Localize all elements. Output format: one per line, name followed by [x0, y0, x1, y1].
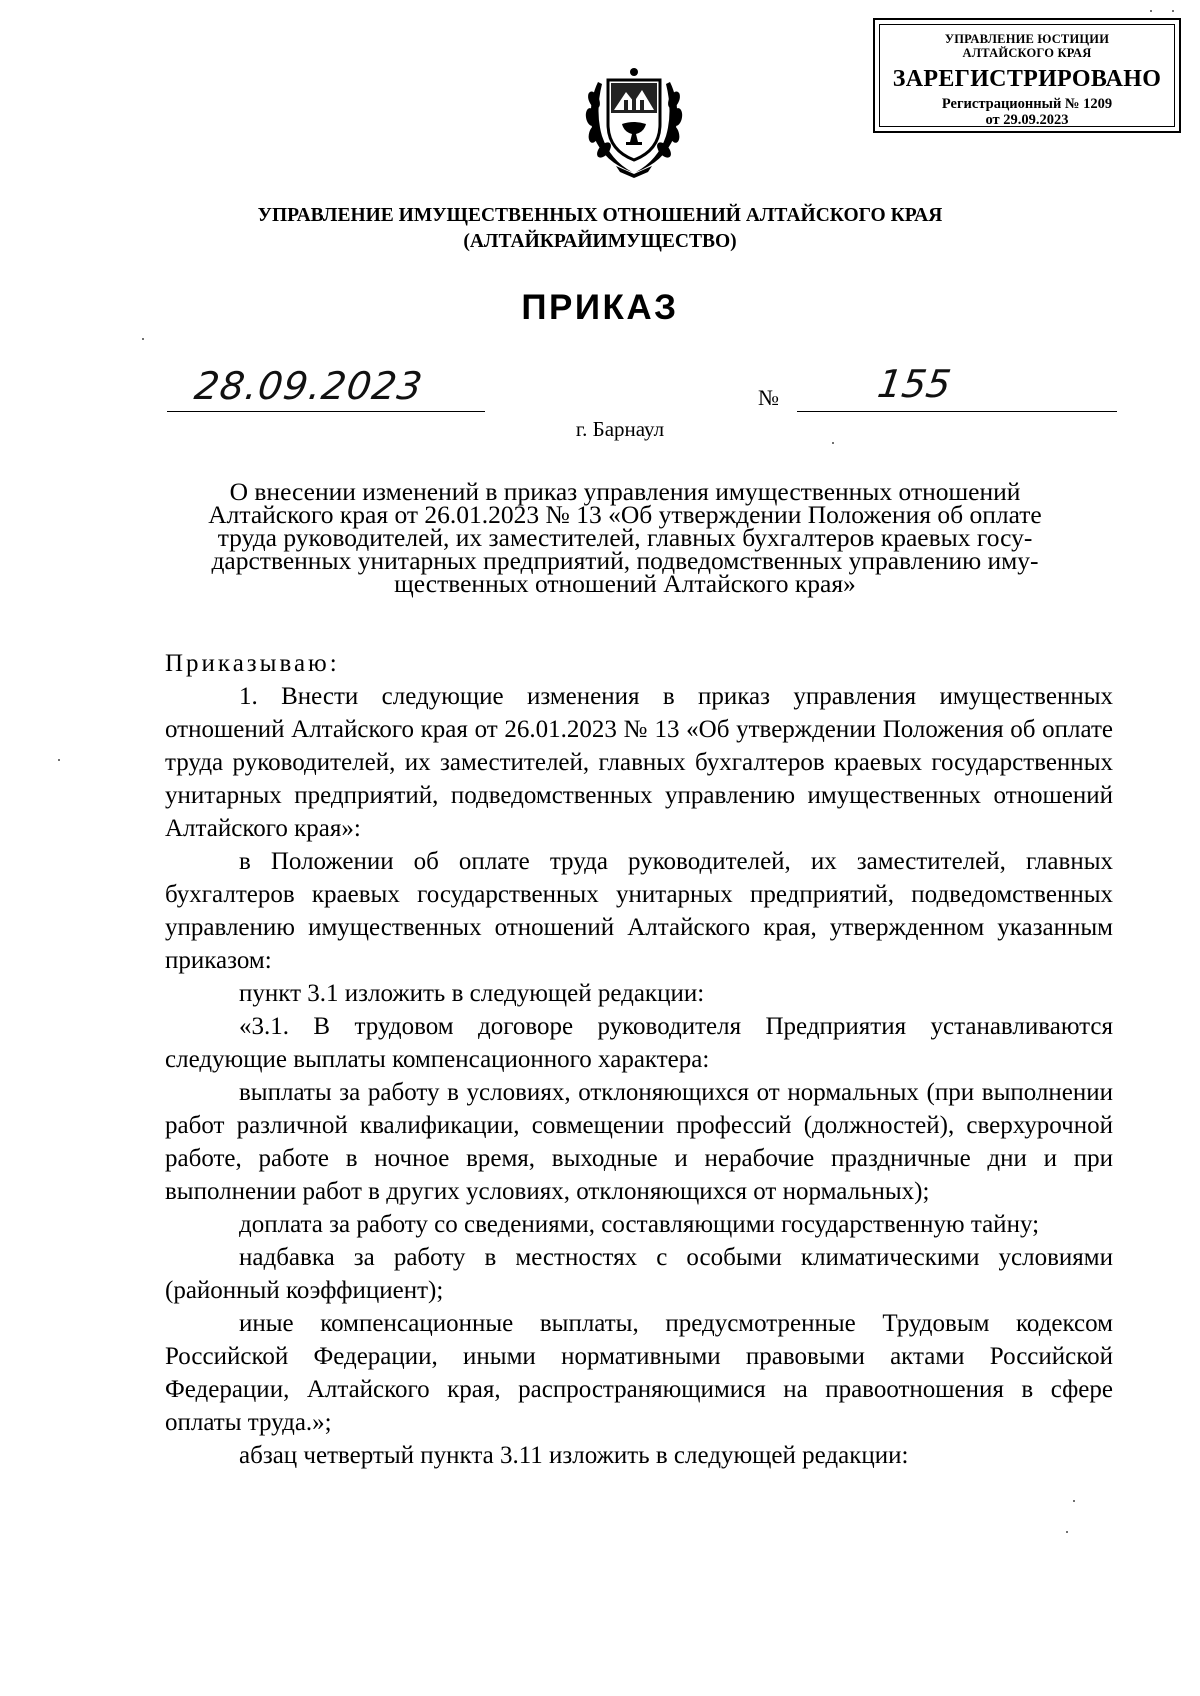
handwritten-date: 28.09.2023: [191, 364, 426, 408]
paragraph: 1. Внести следующие изменения в приказ управления имущественных отношений Алтайского края от 26.01.2023 № 13 «Об утверждении Положения об оплате труда руководителей, их заместителей, главных бухгалтеров краевых государственных унитарных предприятий, подведомственных управлению имущественных отношений Алтайского края»:: [165, 683, 1113, 842]
stamp-org-line2: АЛТАЙСКОГО КРАЯ: [962, 46, 1092, 60]
paragraph: абзац четвертый пункта 3.11 изложить в следующей редакции:: [239, 1442, 909, 1469]
registration-stamp: [873, 18, 1181, 133]
stamp-title: ЗАРЕГИСТРИРОВАНО: [892, 66, 1162, 92]
subject-line: щественных отношений Алтайского края»: [394, 569, 856, 598]
stamp-reg-date: от 29.09.2023: [985, 112, 1069, 128]
paragraph: выплаты за работу в условиях, отклоняющихся от нормальных (при выполнении работ различной квалификации, совмещении профессий (должностей), сверхурочной работе, работе в ночное время, выходные и нерабочие праздничные дни и при выполнении работ в других условиях, отклоняющихся от нормальных);: [165, 1079, 1113, 1205]
subject-line: труда руководителей, их заместителей, главных бухгалтеров краевых госу-: [217, 523, 1033, 552]
paragraph: пункт 3.1 изложить в следующей редакции:: [239, 980, 705, 1007]
stamp-inner-frame: [879, 24, 1175, 127]
order-subject: [160, 477, 1090, 598]
scan-speck: [58, 759, 60, 761]
city: г. Барнаул: [575, 417, 665, 441]
scan-speck: [1066, 1531, 1068, 1533]
scan-speck: [1172, 10, 1174, 12]
number-underline: [797, 411, 1117, 412]
paragraph: надбавка за работу в местностях с особыми климатическими условиями (районный коэффициент);: [165, 1244, 1113, 1304]
order-body: [165, 647, 1113, 1472]
order-word: Приказываю:: [165, 650, 340, 677]
org-title-line2: (АЛТАЙКРАЙИМУЩЕСТВО): [463, 231, 737, 252]
scan-speck: [142, 338, 144, 340]
paragraph: доплата за работу со сведениями, составляющими государственную тайну;: [239, 1211, 1040, 1238]
scan-speck: [832, 442, 834, 444]
paragraph: иные компенсационные выплаты, предусмотренные Трудовым кодексом Российской Федерации, иными нормативными правовыми актами Российской Федерации, Алтайского края, распространяющимися на правоотношения в сфере оплаты труда.»;: [165, 1310, 1113, 1436]
subject-line: дарственных унитарных предприятий, подведомственных управлению иму-: [211, 546, 1039, 575]
subject-line: О внесении изменений в приказ управления имущественных отношений: [229, 477, 1021, 506]
scan-speck: [1073, 1500, 1075, 1502]
stamp-reg-number: Регистрационный № 1209: [941, 96, 1113, 112]
subject-line: Алтайского края от 26.01.2023 № 13 «Об утверждении Положения об оплате: [208, 500, 1042, 529]
number-sign: №: [758, 385, 779, 410]
altai-krai-coat-of-arms-icon: [576, 62, 692, 178]
date-underline: [167, 411, 485, 412]
stamp-org: [880, 32, 1174, 60]
scan-speck: [1150, 10, 1152, 12]
org-title: [160, 203, 1040, 255]
paragraph: в Положении об оплате труда руководителей, их заместителей, главных бухгалтеров краевых государственных унитарных предприятий, подведомственных управлению имущественных отношений Алтайского края, утвержденном указанным приказом:: [165, 848, 1113, 974]
doc-type-title: ПРИКАЗ: [521, 288, 679, 327]
stamp-org-line1: УПРАВЛЕНИЕ ЮСТИЦИИ: [944, 32, 1110, 46]
handwritten-number: 155: [874, 362, 954, 406]
paragraph: «3.1. В трудовом договоре руководителя Предприятия устанавливаются следующие выплаты компенсационного характера:: [165, 1013, 1113, 1073]
org-title-line1: УПРАВЛЕНИЕ ИМУЩЕСТВЕННЫХ ОТНОШЕНИЙ АЛТАЙСКОГО КРАЯ: [257, 205, 943, 226]
